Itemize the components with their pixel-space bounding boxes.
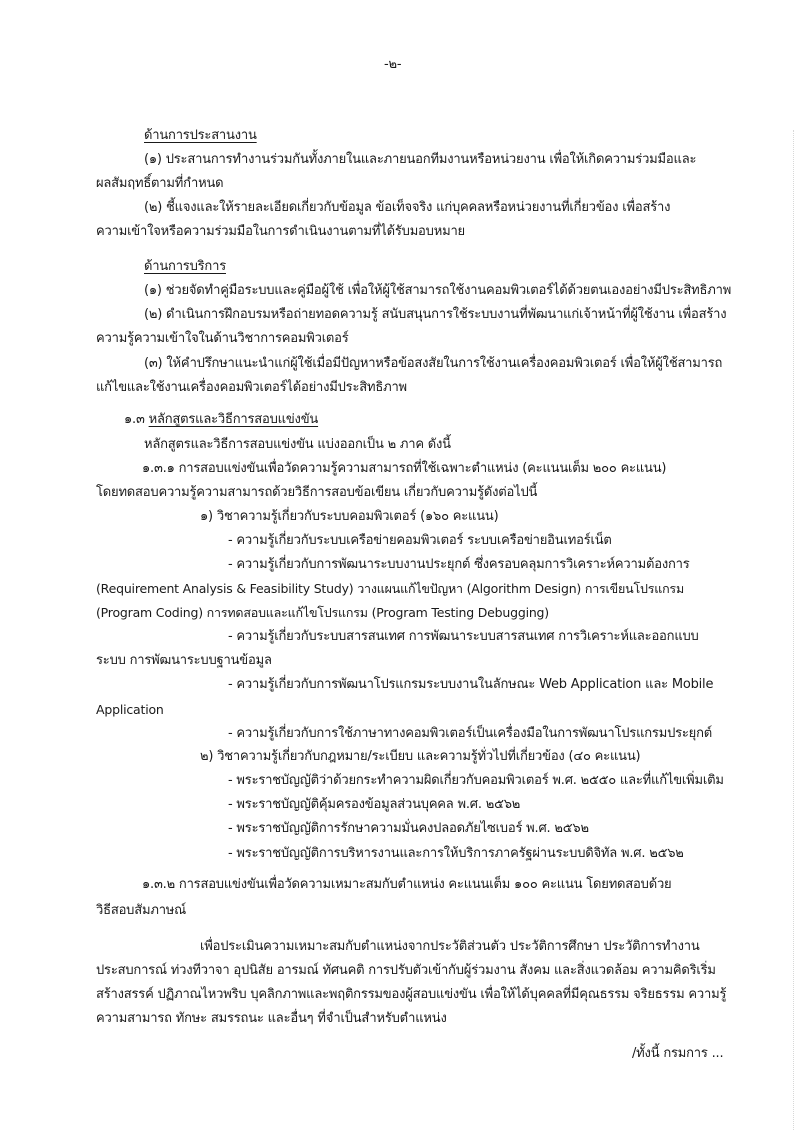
coordination-item-1-line-1: (๑) ประสานการทำงานร่วมกันทั้งภายในและภายนอกทีมงานหรือหน่วยงาน เพื่อให้เกิดความร่วมมือและ bbox=[144, 152, 697, 167]
subject-2-title: ๒) วิชาความรู้เกี่ยวกับกฎหมาย/ระเบียบ และความรู้ทั่วไปที่เกี่ยวข้อง (๔๐ คะแนน) bbox=[200, 749, 641, 764]
part-2-line-1: ๑.๓.๒ การสอบแข่งขันเพื่อวัดความเหมาะสมกับตำแหน่ง คะแนนเต็ม ๑๐๐ คะแนน โดยทดสอบด้วย bbox=[142, 877, 672, 892]
subject-1-bullet-2-line-1: - ความรู้เกี่ยวกับการพัฒนาระบบงานประยุกต์ ซึ่งครอบคลุมการวิเคราะห์ความต้องการ bbox=[228, 557, 690, 572]
service-item-2-line-1: (๒) ดำเนินการฝึกอบรมหรือถ่ายทอดความรู้ สนับสนุนการใช้ระบบงานที่พัฒนาแก่เจ้าหน้าที่ผู้ใช้งาน เพื่อสร้าง bbox=[144, 307, 727, 322]
continuation-note: /ทั้งนี้ กรมการ ... bbox=[632, 1046, 724, 1061]
scan-edge-artifact bbox=[793, 130, 794, 1130]
section-1-3-heading bbox=[124, 411, 318, 429]
heading-coordination: ด้านการประสานงาน bbox=[144, 128, 257, 143]
part-2-paragraph-line-2: ประสบการณ์ ท่วงทีวาจา อุปนิสัย อารมณ์ ทัศนคติ การปรับตัวเข้ากับผู้ร่วมงาน สังคม และสิ่งแวดล้อม ความคิดริเริ่ม bbox=[96, 963, 716, 978]
coordination-item-1-line-2: ผลสัมฤทธิ์ตามที่กำหนด bbox=[96, 176, 224, 191]
service-item-2-line-2: ความรู้ความเข้าใจในด้านวิชาการคอมพิวเตอร์ bbox=[96, 331, 349, 346]
coordination-item-2-line-1: (๒) ชี้แจงและให้รายละเอียดเกี่ยวกับข้อมูล ข้อเท็จจริง แก่บุคคลหรือหน่วยงานที่เกี่ยวข้อง เพื่อสร้าง bbox=[144, 200, 671, 215]
part-2-paragraph-line-4: ความสามารถ ทักษะ สมรรถนะ และอื่นๆ ที่จำเป็นสำหรับตำแหน่ง bbox=[96, 1011, 447, 1026]
heading-service: ด้านการบริการ bbox=[144, 259, 226, 274]
subject-1-bullet-4-line-1: - ความรู้เกี่ยวกับการพัฒนาโปรแกรมระบบงานในลักษณะ Web Application และ Mobile bbox=[228, 677, 714, 692]
subject-2-bullet-3: - พระราชบัญญัติการรักษาความมั่นคงปลอดภัยไซเบอร์ พ.ศ. ๒๕๖๒ bbox=[228, 821, 589, 836]
section-number: ๑.๓ bbox=[124, 412, 145, 427]
subject-1-bullet-3-line-2: ระบบ การพัฒนาระบบฐานข้อมูล bbox=[96, 653, 272, 668]
subject-1-bullet-4-line-2: Application bbox=[96, 702, 164, 717]
subject-1-bullet-3-line-1: - ความรู้เกี่ยวกับระบบสารสนเทศ การพัฒนาระบบสารสนเทศ การวิเคราะห์และออกแบบ bbox=[228, 629, 699, 644]
section-1-3-intro: หลักสูตรและวิธีการสอบแข่งขัน แบ่งออกเป็น ๒ ภาค ดังนี้ bbox=[144, 437, 451, 452]
part-2-line-2: วิธีสอบสัมภาษณ์ bbox=[96, 903, 187, 918]
coordination-item-2-line-2: ความเข้าใจหรือความร่วมมือในการดำเนินงานตามที่ได้รับมอบหมาย bbox=[96, 224, 465, 239]
part-1-line-2: โดยทดสอบความรู้ความสามารถด้วยวิธีการสอบข้อเขียน เกี่ยวกับความรู้ดังต่อไปนี้ bbox=[96, 485, 538, 500]
part-2-paragraph-line-1: เพื่อประเมินความเหมาะสมกับตำแหน่งจากประวัติส่วนตัว ประวัติการศึกษา ประวัติการทำงาน bbox=[200, 939, 700, 954]
page-number: -๒- bbox=[384, 57, 402, 72]
subject-1-bullet-1: - ความรู้เกี่ยวกับระบบเครือข่ายคอมพิวเตอร์ ระบบเครือข่ายอินเทอร์เน็ต bbox=[228, 533, 612, 548]
part-1-line-1: ๑.๓.๑ การสอบแข่งขันเพื่อวัดความรู้ความสามารถที่ใช้เฉพาะตำแหน่ง (คะแนนเต็ม ๒๐๐ คะแนน) bbox=[142, 461, 667, 476]
subject-1-bullet-5: - ความรู้เกี่ยวกับการใช้ภาษาทางคอมพิวเตอร์เป็นเครื่องมือในการพัฒนาโปรแกรมประยุกต์ bbox=[228, 726, 713, 741]
part-2-paragraph-line-3: สร้างสรรค์ ปฏิภาณไหวพริบ บุคลิกภาพและพฤติกรรมของผู้สอบแข่งขัน เพื่อให้ได้บุคคลที่มีคุณธรรม จริยธรรม ความรู้ bbox=[96, 987, 727, 1002]
service-item-3-line-2: แก้ไขและใช้งานเครื่องคอมพิวเตอร์ได้อย่างมีประสิทธิภาพ bbox=[96, 380, 407, 395]
subject-2-bullet-4: - พระราชบัญญัติการบริหารงานและการให้บริการภาครัฐผ่านระบบดิจิทัล พ.ศ. ๒๕๖๒ bbox=[228, 846, 684, 861]
service-item-1-line-1: (๑) ช่วยจัดทำคู่มือระบบและคู่มือผู้ใช้ เพื่อให้ผู้ใช้สามารถใช้งานคอมพิวเตอร์ได้ด้วยตนเองอย่างมีประสิทธิภาพ bbox=[144, 283, 732, 298]
service-item-3-line-1: (๓) ให้คำปรึกษาแนะนำแก่ผู้ใช้เมื่อมีปัญหาหรือข้อสงสัยในการใช้งานเครื่องคอมพิวเตอร์ เพื่อให้ผู้ใช้สามารถ bbox=[144, 356, 723, 371]
subject-1-bullet-2-line-2: (Requirement Analysis & Feasibility Study) วางแผนแก้ไขปัญหา (Algorithm Design) การเขียนโปรแกรม bbox=[96, 581, 684, 596]
subject-1-title: ๑) วิชาความรู้เกี่ยวกับระบบคอมพิวเตอร์ (๑๖๐ คะแนน) bbox=[200, 509, 499, 524]
section-title: หลักสูตรและวิธีการสอบแข่งขัน bbox=[148, 412, 319, 427]
subject-1-bullet-2-line-3: (Program Coding) การทดสอบและแก้ไขโปรแกรม (Program Testing Debugging) bbox=[96, 605, 549, 620]
subject-2-bullet-1: - พระราชบัญญัติว่าด้วยกระทำความผิดเกี่ยวกับคอมพิวเตอร์ พ.ศ. ๒๕๕๐ และที่แก้ไขเพิ่มเติม bbox=[228, 773, 724, 788]
subject-2-bullet-2: - พระราชบัญญัติคุ้มครองข้อมูลส่วนบุคคล พ.ศ. ๒๕๖๒ bbox=[228, 797, 521, 812]
